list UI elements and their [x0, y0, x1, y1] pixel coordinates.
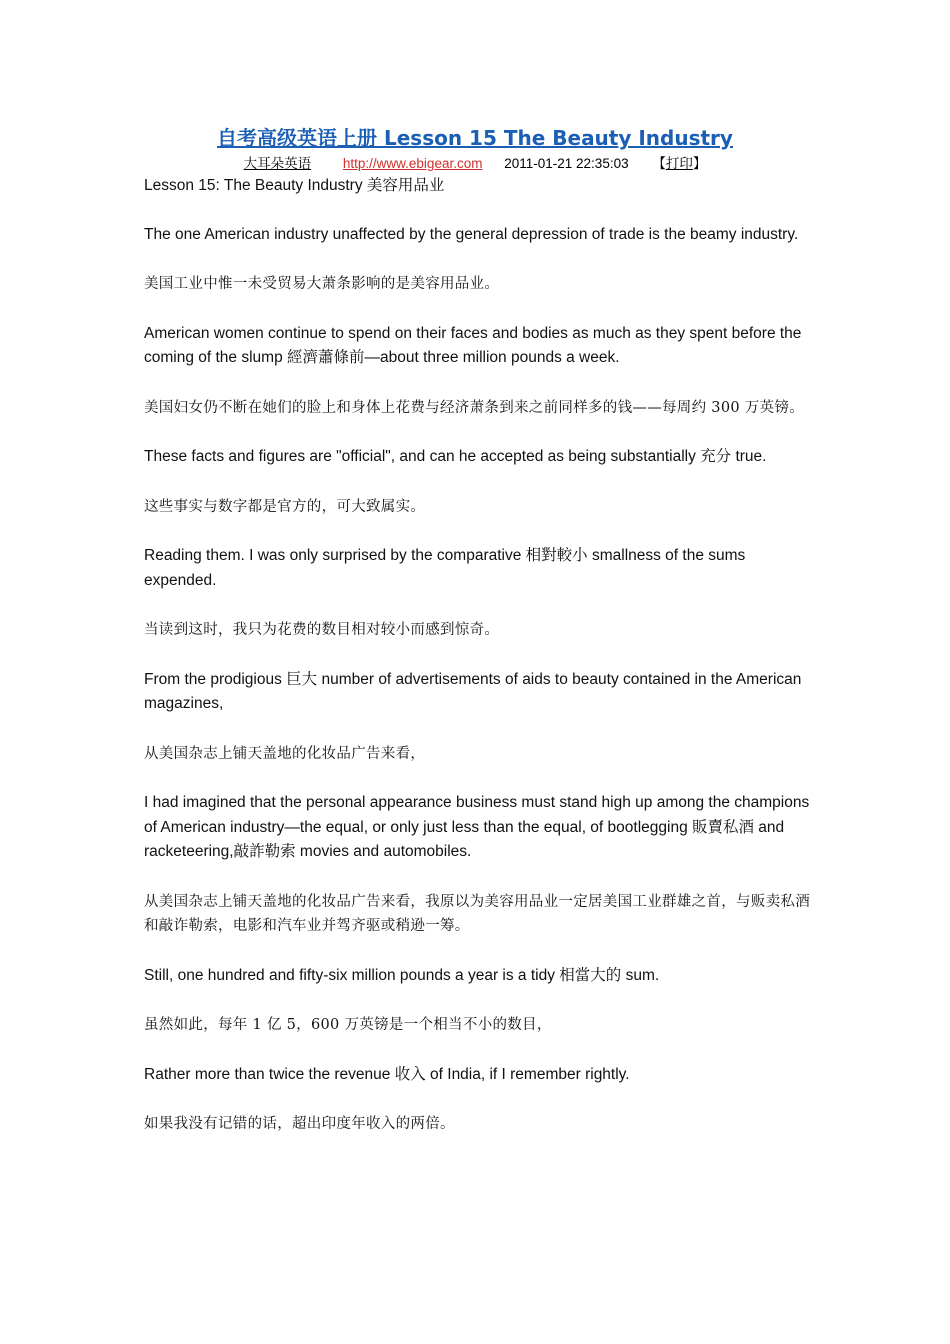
paragraph-zh: 当读到这时，我只为花费的数目相对较小而感到惊奇。 — [144, 622, 500, 638]
publish-datetime: 2011-01-21 22:35:03 — [504, 156, 629, 171]
paragraph-en: American women continue to spend on their faces and bodies as much as they spent before the coming of the slump 經濟蕭條前—about three million pounds a week. — [144, 324, 802, 366]
print-control — [652, 156, 706, 171]
article-body — [144, 174, 814, 1162]
site-name-link[interactable]: 大耳朵英语 — [243, 156, 312, 172]
paragraph-en: The one American industry unaffected by the general depression of trade is the beamy industry. — [144, 225, 799, 243]
paragraph-zh: 美国工业中惟一未受贸易大萧条影响的是美容用品业。 — [144, 276, 500, 292]
print-bracket-open: 【 — [652, 156, 666, 171]
paragraph-en: I had imagined that the personal appearance business must stand high up among the champions of American industry—the equal, or only just less than the equal, of bootlegging 販賣私酒 and racketeering,敲詐勒索 movies and automobiles. — [144, 794, 810, 860]
paragraph-zh: 虽然如此，每年 1 亿 5，600 万英镑是一个相当不小的数目， — [144, 1017, 552, 1033]
paragraph-zh: 如果我没有记错的话，超出印度年收入的两倍。 — [144, 1116, 455, 1132]
paragraph-en: Still, one hundred and fifty-six million pounds a year is a tidy 相當大的 sum. — [144, 966, 660, 984]
paragraph-en: Rather more than twice the revenue 收入 of India, if I remember rightly. — [144, 1065, 630, 1083]
print-link[interactable]: 打印 — [665, 156, 693, 172]
paragraph-zh: 这些事实与数字都是官方的，可大致属实。 — [144, 498, 426, 515]
paragraph-en: Reading them. I was only surprised by the comparative 相對較小 smallness of the sums expended. — [144, 547, 746, 589]
site-url-link[interactable]: http://www.ebigear.com — [342, 156, 483, 171]
paragraph-zh: 从美国杂志上铺天盖地的化妆品广告来看， — [144, 745, 426, 762]
lesson-heading: Lesson 15: The Beauty Industry 美容用品业 — [144, 177, 445, 194]
paragraph-en: These facts and figures are "official", and can he accepted as being substantially 充分 true. — [144, 448, 767, 465]
meta-line — [0, 152, 950, 172]
paragraph-zh: 从美国杂志上铺天盖地的化妆品广告来看，我原以为美容用品业一定居美国工业群雄之首，与贩卖私酒和敲诈勒索，电影和汽车业并驾齐驱或稍逊一筹。 — [144, 893, 810, 934]
paragraph-en: From the prodigious 巨大 number of advertisements of aids to beauty contained in the American magazines, — [144, 670, 802, 712]
paragraph-zh: 美国妇女仍不断在她们的脸上和身体上花费与经济萧条到来之前同样多的钱——每周约 300 万英镑。 — [144, 399, 804, 416]
page-title[interactable]: 自考高级英语上册 Lesson 15 The Beauty Industry — [217, 126, 733, 150]
print-bracket-close: 】 — [692, 156, 707, 171]
